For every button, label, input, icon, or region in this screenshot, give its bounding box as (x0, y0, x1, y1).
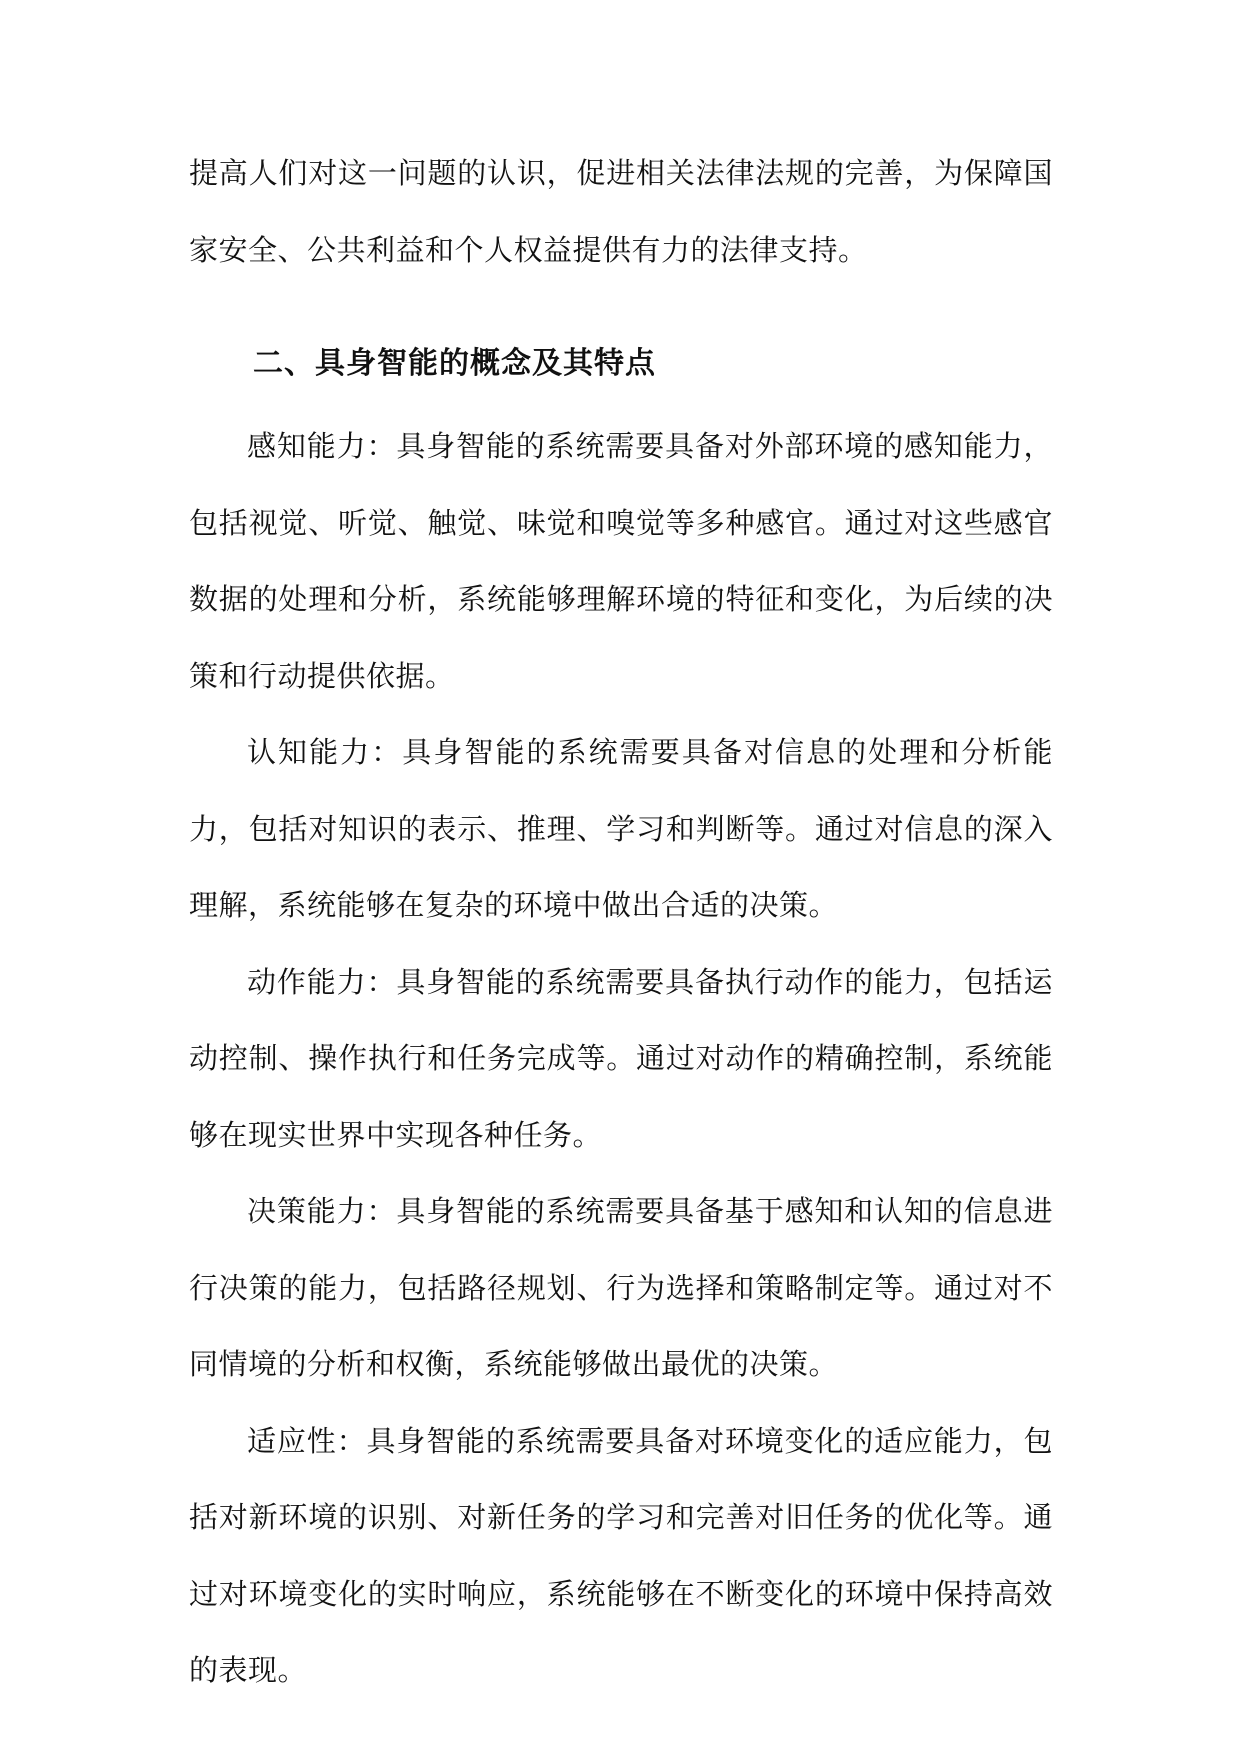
paragraph-cognition: 认知能力：具身智能的系统需要具备对信息的处理和分析能力，包括对知识的表示、推理、学习和判断等。通过对信息的深入理解，系统能够在复杂的环境中做出合适的决策。 (189, 735, 1053, 922)
paragraph-adaptability: 适应性：具身智能的系统需要具备对环境变化的适应能力，包括对新环境的识别、对新任务的学习和完善对旧任务的优化等。通过对环境变化的实时响应，系统能够在不断变化的环境中保持高效的表现。 (189, 1423, 1053, 1687)
paragraph-decision: 决策能力：具身智能的系统需要具备基于感知和认知的信息进行决策的能力，包括路径规划、行为选择和策略制定等。通过对不同情境的分析和权衡，系统能够做出最优的决策。 (189, 1194, 1053, 1381)
paragraph-action: 动作能力：具身智能的系统需要具备执行动作的能力，包括运动控制、操作执行和任务完成等。通过对动作的精确控制，系统能够在现实世界中实现各种任务。 (189, 964, 1053, 1152)
paragraph-perception: 感知能力：具身智能的系统需要具备对外部环境的感知能力，包括视觉、听觉、触觉、味觉和嗅觉等多种感官。通过对这些感官数据的处理和分析，系统能够理解环境的特征和变化，为后续的决策和行动提供依据。 (189, 429, 1053, 693)
section-heading: 二、具身智能的概念及其特点 (253, 346, 656, 381)
intro-paragraph: 提高人们对这一问题的认识，促进相关法律法规的完善，为保障国家安全、公共利益和个人权益提供有力的法律支持。 (189, 156, 1053, 267)
document-body (189, 135, 1053, 1709)
